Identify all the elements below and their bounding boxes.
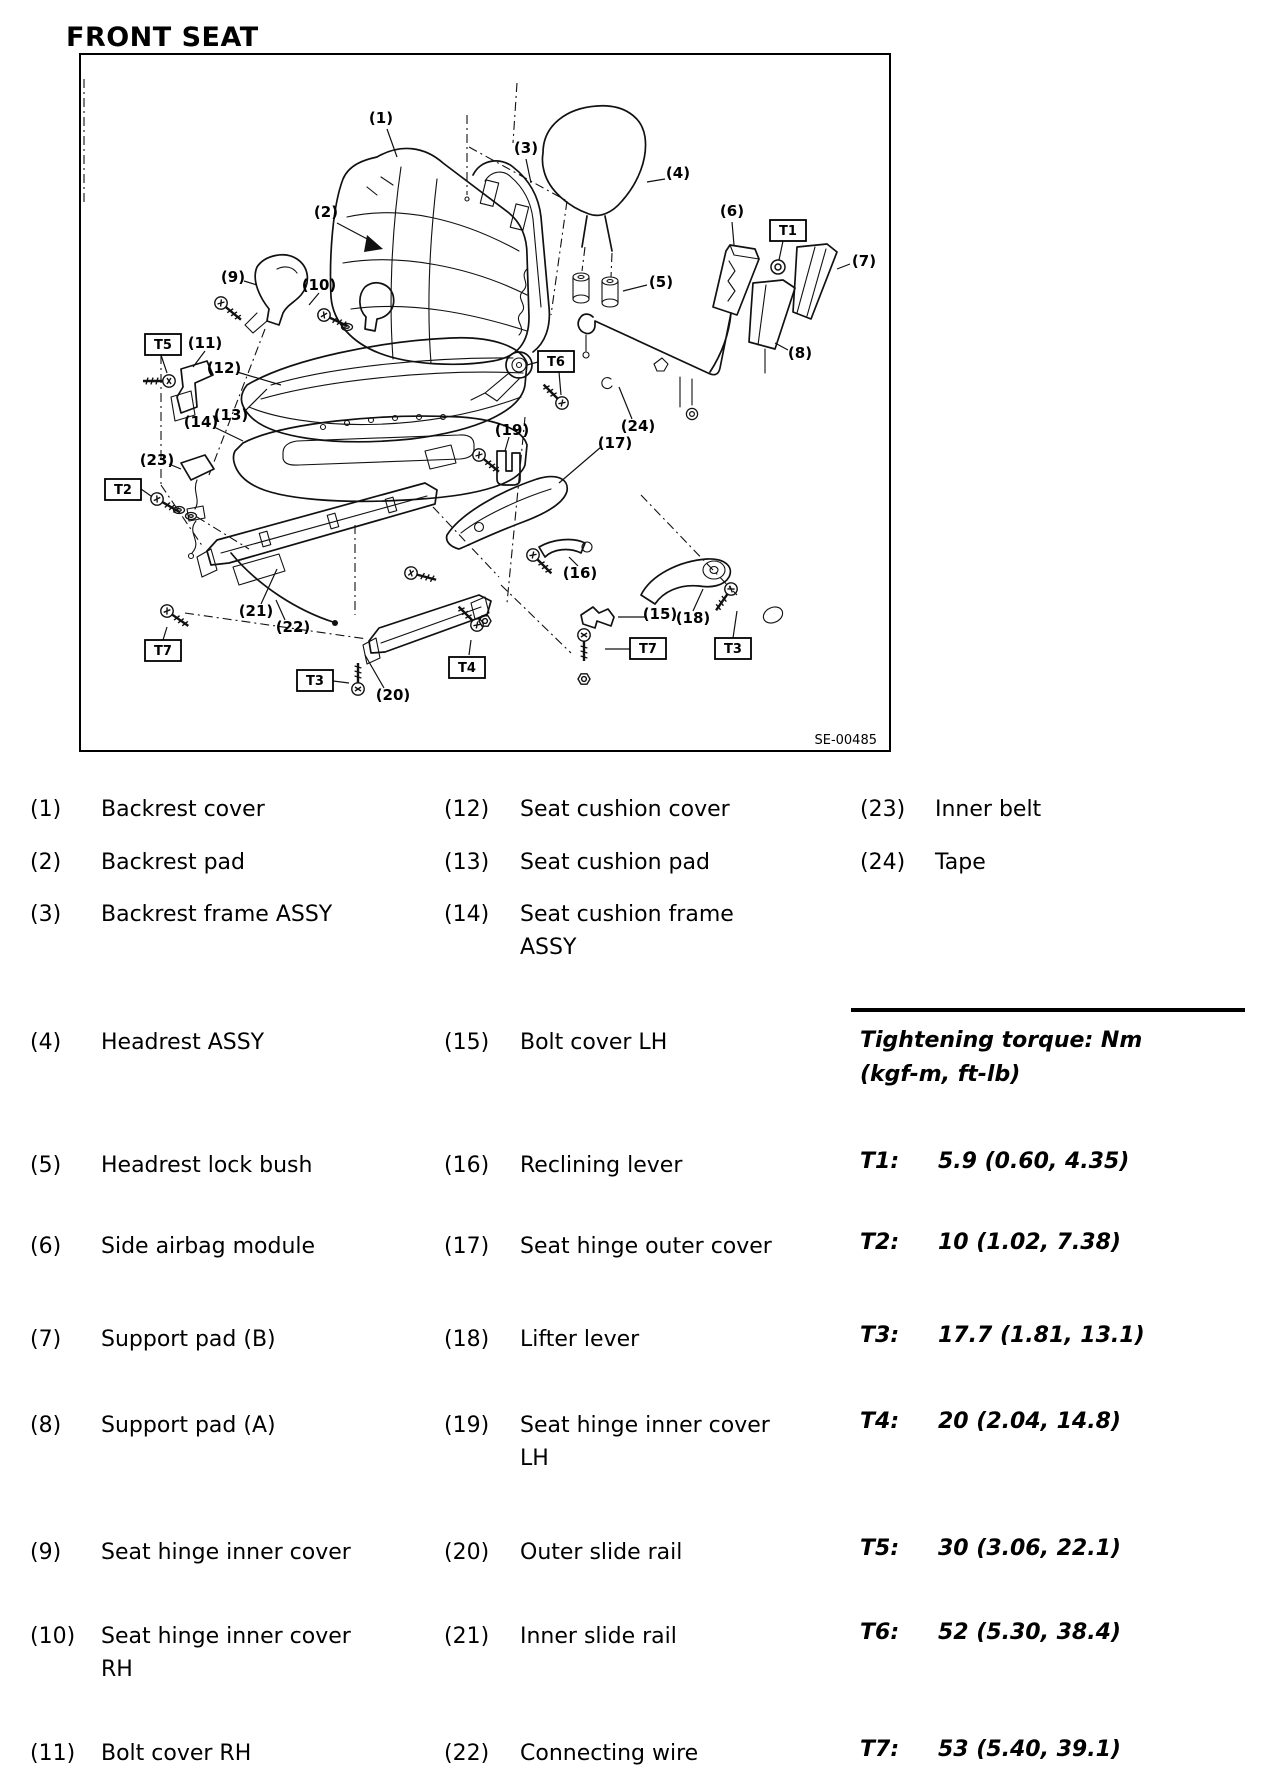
front-seat-exploded-diagram (81, 55, 889, 750)
part-name: Support pad (A) (101, 1413, 276, 1438)
support-pad-b-shape (793, 244, 837, 319)
torque-tag-t4 (449, 657, 485, 678)
callout-10-label: (10) (301, 276, 337, 294)
part-name: Lifter lever (520, 1327, 640, 1352)
pad-arrow-marker (364, 235, 383, 252)
part-name: Side airbag module (101, 1234, 316, 1259)
callout-19-label: (19) (494, 421, 530, 439)
part-number: (3) (30, 902, 62, 927)
torque-tag-t1 (770, 220, 806, 241)
part-name: Seat hinge outer cover (520, 1234, 772, 1259)
part-name: Bolt cover RH (101, 1741, 252, 1766)
part-number: (5) (30, 1153, 62, 1178)
torque-entry-label: T4: (860, 1409, 900, 1434)
part-number: (17) (444, 1234, 490, 1259)
torque-entry-value: 52 (5.30, 38.4) (938, 1620, 1121, 1645)
part-number: (16) (444, 1153, 490, 1178)
callout-23-label: (23) (139, 451, 175, 469)
torque-entry-label: T5: (860, 1536, 900, 1561)
part-name: Seat cushion pad (520, 850, 710, 875)
part-number: (10) (30, 1624, 76, 1649)
part-number: (20) (444, 1540, 490, 1565)
callout-5-label: (5) (648, 273, 674, 291)
part-name: Connecting wire (520, 1741, 699, 1766)
callout-7-label: (7) (851, 252, 877, 270)
seat-cushion-shape (241, 338, 527, 442)
fastener-hardware (143, 260, 785, 695)
svg-text:T3: T3 (306, 674, 324, 689)
torque-tag-t7-right (630, 638, 666, 659)
seat-cushion-frame-shape (234, 352, 532, 501)
torque-entry-value: 5.9 (0.60, 4.35) (938, 1149, 1130, 1174)
torque-heading: Tightening torque: Nm (kgf-m, ft-lb) (860, 1028, 1143, 1087)
seat-hinge-inner-cover-shape (245, 255, 307, 333)
part-name: Seat hinge inner cover (101, 1540, 351, 1565)
torque-entry-value: 17.7 (1.81, 13.1) (938, 1323, 1145, 1348)
torque-entry-label: T7: (860, 1737, 900, 1762)
callout-17-label: (17) (597, 434, 633, 452)
callout-22-label: (22) (275, 618, 311, 636)
callout-9-label: (9) (220, 268, 246, 286)
callout-16-label: (16) (562, 564, 598, 582)
torque-entry-value: 20 (2.04, 14.8) (938, 1409, 1121, 1434)
part-name: Support pad (B) (101, 1327, 276, 1352)
part-number: (12) (444, 797, 490, 822)
torque-entry-label: T3: (860, 1323, 900, 1348)
part-number: (1) (30, 797, 62, 822)
part-name: Backrest cover (101, 797, 265, 822)
part-name: Headrest ASSY (101, 1030, 265, 1055)
torque-entry-label: T6: (860, 1620, 900, 1645)
inner-slide-rail-shape (197, 483, 437, 585)
callout-8-label: (8) (787, 344, 813, 362)
torque-entry-value: 53 (5.40, 39.1) (938, 1737, 1121, 1762)
part-name: Seat hinge inner cover RH (101, 1624, 351, 1682)
part-number: (9) (30, 1540, 62, 1565)
part-name: Seat cushion frame ASSY (520, 902, 734, 960)
seat-hinge-inner-cover-lh-shape (497, 451, 520, 485)
torque-tag-t6 (538, 351, 574, 372)
part-name: Inner slide rail (520, 1624, 677, 1649)
page-title: FRONT SEAT (66, 22, 259, 54)
callout-1-label: (1) (368, 109, 394, 127)
torque-tag-t5 (145, 334, 181, 355)
callout-20-label: (20) (375, 686, 411, 704)
part-name: Backrest frame ASSY (101, 902, 333, 927)
callout-12-label: (12) (206, 359, 242, 377)
part-number: (22) (444, 1741, 490, 1766)
callout-21-label: (21) (238, 602, 274, 620)
callout-24-label: (24) (620, 417, 656, 435)
callout-13-label: (13) (213, 406, 249, 424)
callout-18-label: (18) (675, 609, 711, 627)
torque-tag-t3-right (715, 638, 751, 659)
part-number: (2) (30, 850, 62, 875)
part-name: Tape (935, 850, 986, 875)
callout-4-label: (4) (665, 164, 691, 182)
torque-tag-t3-bottom (297, 670, 333, 691)
part-number: (13) (444, 850, 490, 875)
part-number: (21) (444, 1624, 490, 1649)
svg-text:T1: T1 (779, 224, 797, 239)
torque-tag-t7-left (145, 640, 181, 661)
reclining-lever-shape (539, 540, 592, 557)
part-number: (19) (444, 1413, 490, 1438)
part-name: Bolt cover LH (520, 1030, 668, 1055)
svg-text:T2: T2 (114, 483, 132, 498)
backrest-cover-shape (331, 148, 530, 364)
callout-3-label: (3) (513, 139, 539, 157)
torque-entry-value: 30 (3.06, 22.1) (938, 1536, 1121, 1561)
callout-14-label: (14) (183, 413, 219, 431)
part-number: (6) (30, 1234, 62, 1259)
part-number: (18) (444, 1327, 490, 1352)
part-number: (7) (30, 1327, 62, 1352)
part-name: Seat cushion cover (520, 797, 730, 822)
part-name: Inner belt (935, 797, 1042, 822)
callout-6-label: (6) (719, 202, 745, 220)
exploded-view-figure-frame (79, 53, 891, 752)
part-name: Headrest lock bush (101, 1153, 313, 1178)
svg-text:T7: T7 (639, 642, 657, 657)
part-name: Outer slide rail (520, 1540, 683, 1565)
part-number: (14) (444, 902, 490, 927)
belt-guide-rod-shape (578, 313, 731, 420)
svg-text:T3: T3 (724, 642, 742, 657)
svg-text:T6: T6 (547, 355, 565, 370)
figure-code: SE-00485 (814, 733, 877, 748)
torque-section-divider (851, 1008, 1245, 1012)
callout-15-label: (15) (642, 605, 678, 623)
part-name: Seat hinge inner cover LH (520, 1413, 770, 1471)
headrest-shape (542, 106, 645, 251)
svg-text:T4: T4 (458, 661, 476, 676)
torque-entry-label: T2: (860, 1230, 900, 1255)
torque-tag-t2 (105, 479, 141, 500)
part-number: (8) (30, 1413, 62, 1438)
svg-text:T5: T5 (154, 338, 172, 353)
torque-entry-value: 10 (1.02, 7.38) (938, 1230, 1121, 1255)
callout-11-label: (11) (187, 334, 223, 352)
part-number: (11) (30, 1741, 76, 1766)
part-number: (15) (444, 1030, 490, 1055)
part-number: (23) (860, 797, 906, 822)
inner-belt-shape (181, 455, 214, 559)
torque-entry-label: T1: (860, 1149, 900, 1174)
part-number: (4) (30, 1030, 62, 1055)
callout-2-label: (2) (313, 203, 339, 221)
svg-text:T7: T7 (154, 644, 172, 659)
bolt-cover-lh-shape (581, 607, 614, 628)
part-name: Backrest pad (101, 850, 245, 875)
headrest-lock-bush-shapes (573, 273, 618, 307)
part-number: (24) (860, 850, 906, 875)
part-name: Reclining lever (520, 1153, 683, 1178)
